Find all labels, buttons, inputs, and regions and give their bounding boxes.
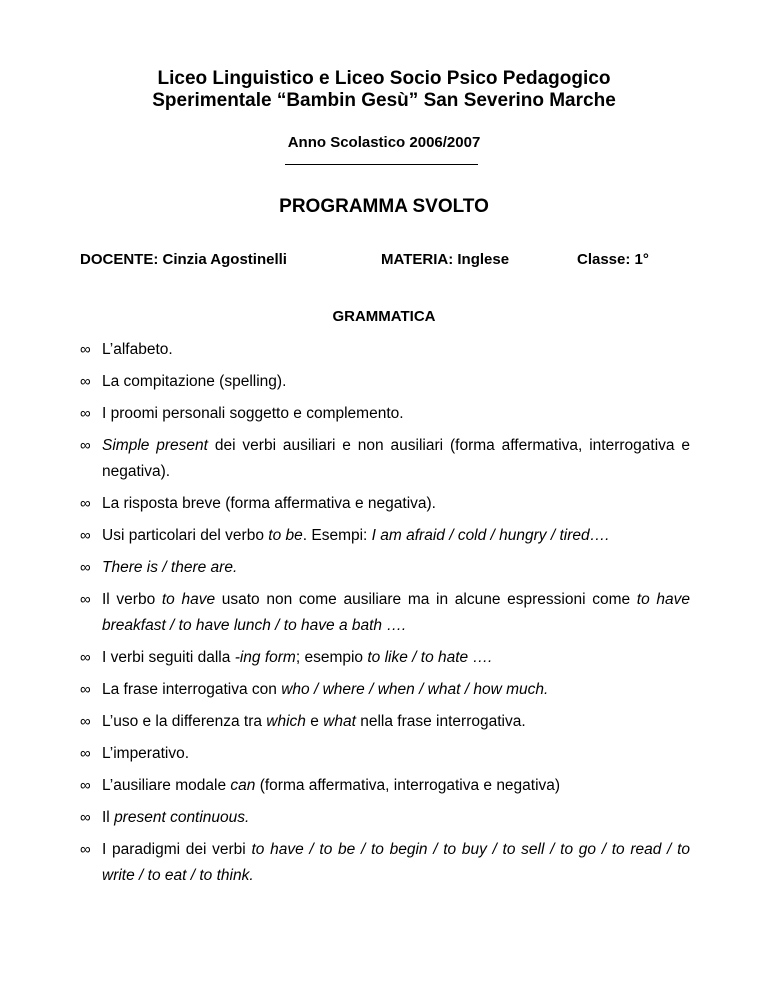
school-name-line-2: Sperimentale “Bambin Gesù” San Severino Marche (152, 90, 616, 111)
list-item-text: Usi particolari del verbo (102, 527, 269, 544)
list-item-text: There is / there are. (102, 559, 238, 576)
list-item (80, 369, 690, 395)
infinity-bullet-icon: ∞ (80, 527, 91, 544)
list-item-text: to have breakfast / to have lunch / to have a bath …. (102, 591, 690, 634)
infinity-bullet-icon: ∞ (80, 495, 91, 512)
list-item-text: La frase interrogativa con (102, 681, 282, 698)
list-item-text: to like / to hate …. (367, 649, 493, 666)
section-title: GRAMMATICA (332, 308, 436, 325)
list-item (80, 555, 690, 581)
infinity-bullet-icon: ∞ (80, 681, 91, 698)
school-name-line-1: Liceo Linguistico e Liceo Socio Psico Pedagogico (157, 68, 611, 89)
list-item-text: La risposta breve (forma affermativa e negativa). (102, 495, 436, 512)
infinity-bullet-icon: ∞ (80, 649, 91, 666)
school-year: Anno Scolastico 2006/2007 (287, 134, 481, 151)
infinity-bullet-icon: ∞ (80, 841, 91, 858)
infinity-bullet-icon: ∞ (80, 745, 91, 762)
infinity-bullet-icon: ∞ (80, 713, 91, 730)
list-item-text: (forma affermativa, interrogativa e negativa) (255, 777, 561, 794)
list-item (80, 337, 690, 363)
subject-label: MATERIA: Inglese (381, 251, 510, 268)
list-item (80, 741, 690, 767)
list-item-text: to be (268, 527, 303, 544)
list-item (80, 677, 690, 703)
list-item-text: to have / to be / to begin / to buy / to sell / to go / to read / to write / to eat / to think. (102, 841, 690, 884)
list-item-text: -ing form (234, 649, 296, 666)
list-item-text: Simple present (102, 437, 208, 454)
list-item-text: nella frase interrogativa. (355, 713, 526, 730)
list-item-text: I paradigmi dei verbi (102, 841, 252, 858)
list-item (80, 709, 690, 735)
list-item-text: . Esempi: (302, 527, 372, 544)
list-item-text: can (230, 777, 256, 794)
list-item (80, 433, 690, 485)
list-item (80, 837, 690, 889)
list-item-text: what (323, 713, 356, 730)
list-item-text: Il (102, 809, 115, 826)
list-item-text: usato non come ausiliare ma in alcune espressioni come (215, 591, 637, 608)
document-title: PROGRAMMA SVOLTO (279, 196, 489, 217)
list-item-text: present continuous. (114, 809, 250, 826)
infinity-bullet-icon: ∞ (80, 559, 91, 576)
list-item (80, 491, 690, 517)
list-item-text: to have (161, 591, 216, 608)
list-item (80, 401, 690, 427)
list-item (80, 523, 690, 549)
list-item (80, 773, 690, 799)
list-item (80, 587, 690, 639)
divider-line (285, 164, 478, 165)
list-item-text: e (305, 713, 324, 730)
infinity-bullet-icon: ∞ (80, 591, 91, 608)
list-item-text: La compitazione (spelling). (102, 373, 287, 390)
list-item-text: L’imperativo. (102, 745, 190, 762)
infinity-bullet-icon: ∞ (80, 437, 91, 454)
infinity-bullet-icon: ∞ (80, 809, 91, 826)
list-item (80, 645, 690, 671)
list-item-text: L’ausiliare modale (102, 777, 231, 794)
list-item (80, 805, 690, 831)
class-label: Classe: 1° (577, 251, 649, 268)
infinity-bullet-icon: ∞ (80, 777, 91, 794)
list-item-text: who / where / when / what / how much. (281, 681, 549, 698)
teacher-label: DOCENTE: Cinzia Agostinelli (80, 251, 287, 268)
grammar-topic-list (80, 337, 690, 895)
infinity-bullet-icon: ∞ (80, 405, 91, 422)
list-item-text: I verbi seguiti dalla (102, 649, 235, 666)
infinity-bullet-icon: ∞ (80, 341, 91, 358)
list-item-text: L’uso e la differenza tra (102, 713, 267, 730)
list-item-text: Il verbo (102, 591, 162, 608)
list-item-text: dei verbi ausiliari e non ausiliari (forma affermativa, interrogativa e negativa). (102, 437, 691, 480)
infinity-bullet-icon: ∞ (80, 373, 91, 390)
list-item-text: which (266, 713, 306, 730)
list-item-text: ; esempio (295, 649, 368, 666)
list-item-text: I am afraid / cold / hungry / tired…. (371, 527, 610, 544)
list-item-text: L’alfabeto. (102, 341, 173, 358)
list-item-text: I proomi personali soggetto e complemento. (102, 405, 404, 422)
